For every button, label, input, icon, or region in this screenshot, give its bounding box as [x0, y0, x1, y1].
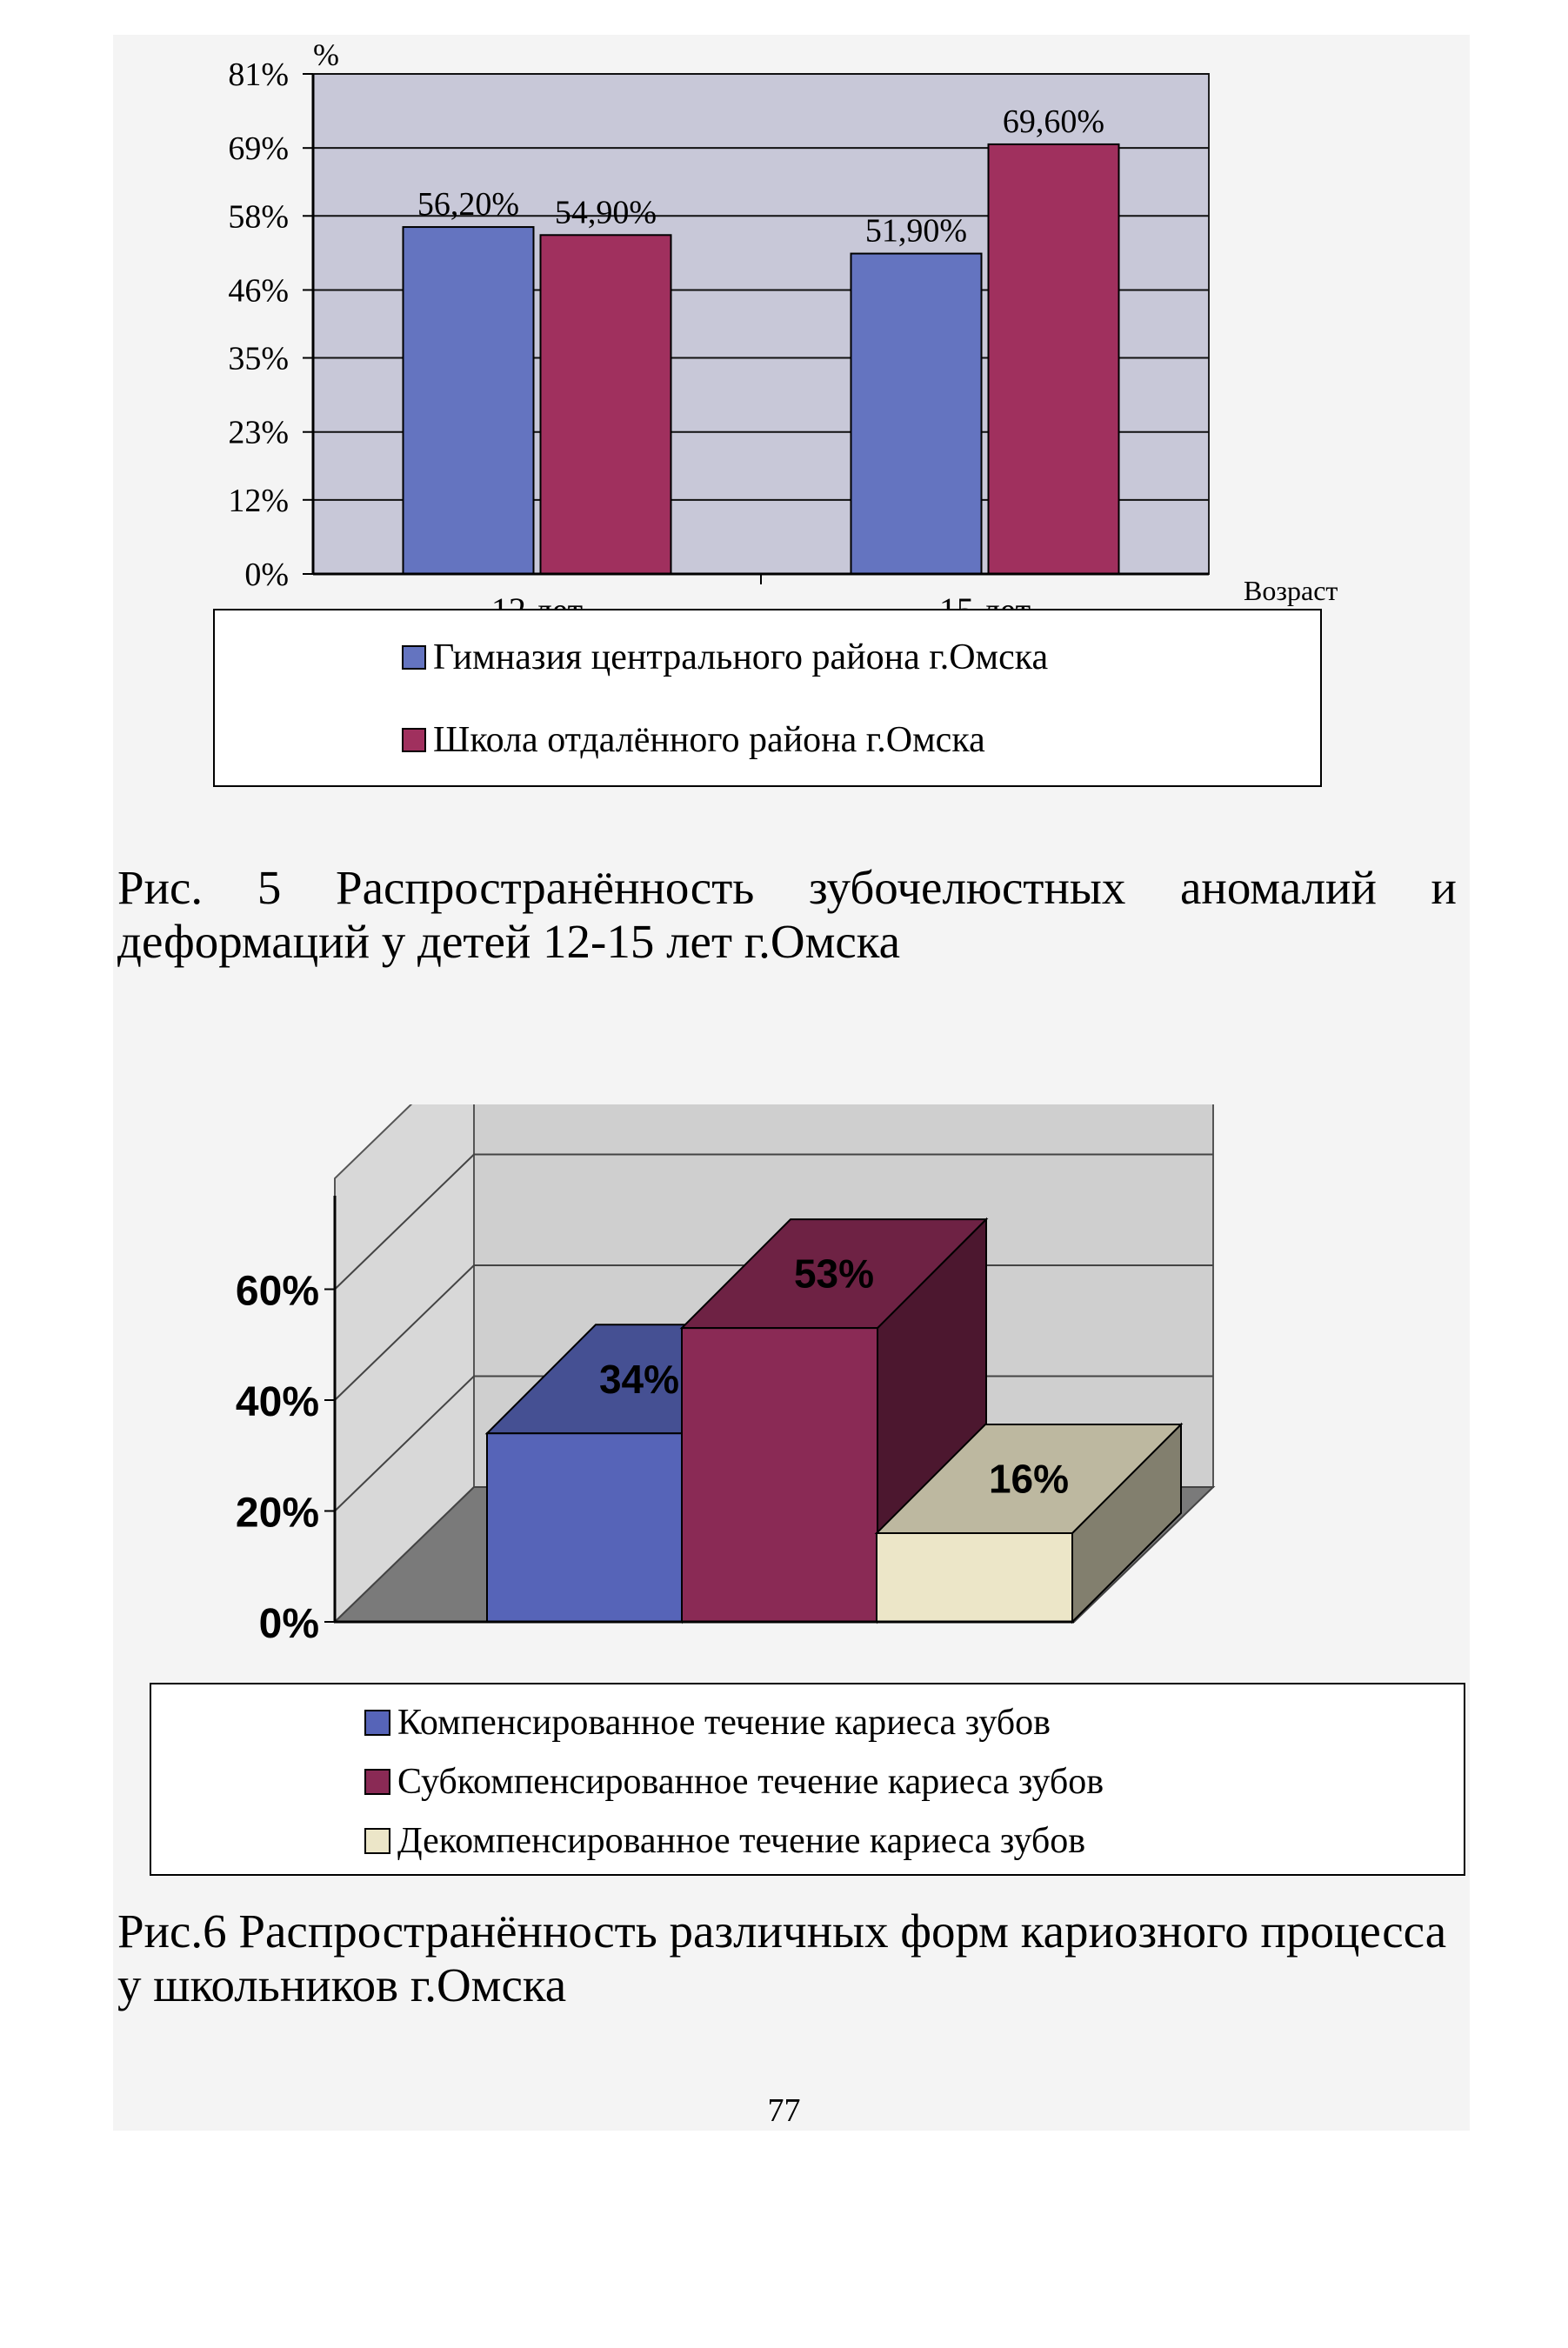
legend-label-compensated: Компенсированное течение кариеса зубов — [397, 1703, 1051, 1743]
legend-item-subcompensated — [364, 1761, 1104, 1803]
y-tick-label: 12% — [228, 482, 289, 519]
legend-item-compensated — [364, 1702, 1051, 1744]
page-number: 77 — [767, 2092, 801, 2129]
legend-label-remote-school: Школа отдалённого района г.Омска — [433, 720, 985, 760]
bar — [989, 144, 1119, 574]
y-axis-unit-label: % — [313, 37, 339, 72]
y-tick-label: 81% — [228, 57, 289, 93]
bar — [487, 1433, 683, 1622]
y-tick-label: 23% — [228, 414, 289, 451]
y-tick-label: 20% — [235, 1490, 319, 1537]
x-axis-title: Возраст — [1244, 575, 1338, 606]
data-label: 34% — [598, 1356, 680, 1402]
legend-item-remote-school — [402, 719, 985, 761]
y-tick-label: 69% — [228, 130, 289, 168]
legend-swatch-decompensated — [364, 1828, 390, 1854]
y-tick-label: 58% — [228, 198, 289, 236]
data-label: 53% — [793, 1251, 875, 1297]
figure5-caption: Рис. 5 Распространённость зубочелюстных аномалий и деформаций у детей 12-15 лет г.Омска — [117, 861, 1457, 968]
legend-swatch-remote-school — [402, 728, 426, 752]
legend-label-decompensated: Декомпенсированное течение кариеса зубов — [397, 1821, 1086, 1861]
legend-label-gymnasium: Гимназия центрального района г.Омска — [433, 637, 1049, 677]
bar — [851, 254, 982, 574]
legend-item-gymnasium — [402, 637, 1048, 678]
legend-swatch-gymnasium — [402, 645, 426, 670]
y-tick-label: 60% — [235, 1268, 319, 1315]
figure6-caption: Рис.6 Распространённость различных форм кариозного процесса у школьников г.Омска — [117, 1904, 1447, 2011]
bar — [682, 1328, 877, 1622]
chart1-legend — [213, 609, 1322, 787]
y-tick-label: 40% — [235, 1379, 319, 1425]
data-label: 56,20% — [417, 186, 520, 223]
legend-swatch-compensated — [364, 1710, 390, 1736]
legend-label-subcompensated: Субкомпенсированное течение кариеса зубов — [397, 1762, 1104, 1802]
chart-caries-forms — [0, 1104, 1568, 1661]
y-tick-label: 35% — [228, 340, 289, 377]
data-label: 51,90% — [864, 212, 968, 250]
data-label: 54,90% — [554, 194, 657, 231]
bar — [877, 1533, 1072, 1622]
chart2-legend — [150, 1683, 1465, 1876]
y-tick-label: 46% — [228, 272, 289, 310]
legend-swatch-subcompensated — [364, 1769, 390, 1795]
bar — [404, 227, 534, 574]
y-tick-label: 0% — [258, 1601, 319, 1647]
legend-item-decompensated — [364, 1820, 1085, 1862]
bar — [541, 235, 671, 574]
data-label: 16% — [988, 1456, 1070, 1502]
y-tick-label: 0% — [244, 557, 289, 593]
data-label: 69,60% — [1002, 103, 1105, 140]
